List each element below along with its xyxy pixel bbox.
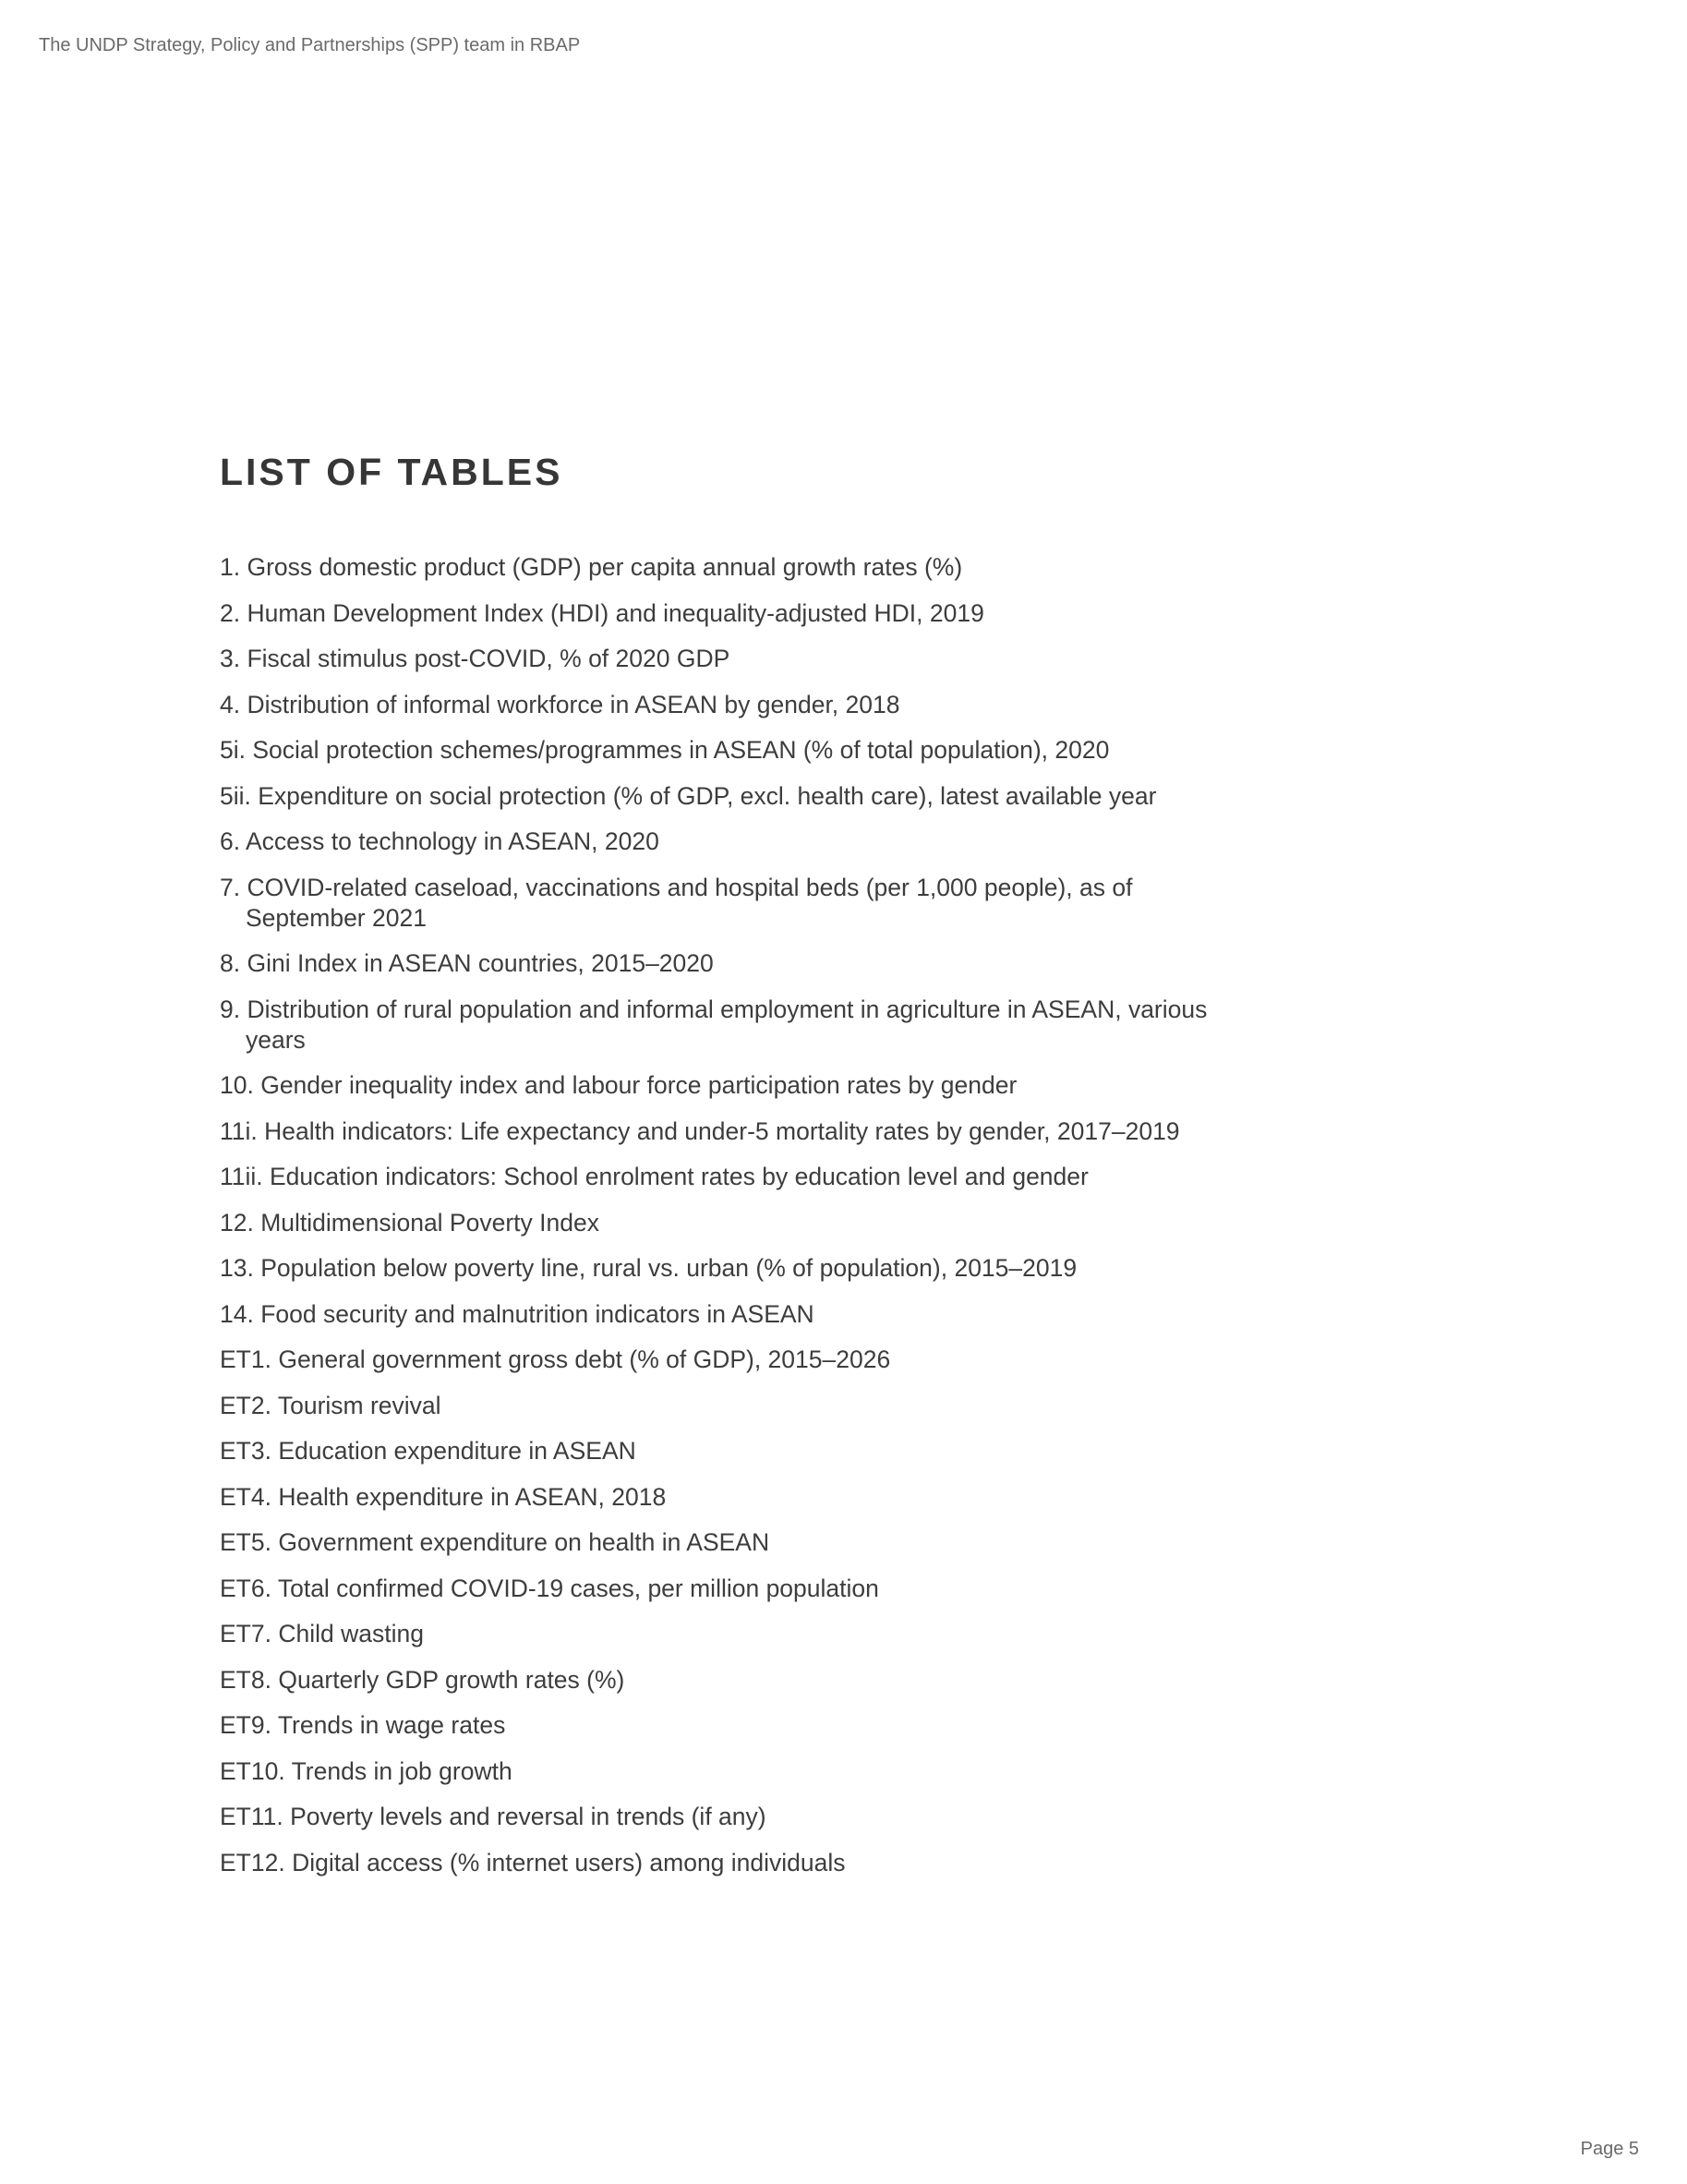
page-title: LIST OF TABLES — [220, 451, 563, 493]
list-item: 2. Human Development Index (HDI) and inequality-adjusted HDI, 2019 — [220, 598, 984, 627]
list-item: 1. Gross domestic product (GDP) per capita annual growth rates (%) — [220, 553, 963, 581]
running-header: The UNDP Strategy, Policy and Partnerships (SPP) team in RBAP — [39, 35, 581, 55]
list-item: 10. Gender inequality index and labour force participation rates by gender — [220, 1071, 1018, 1099]
list-item: 14. Food security and malnutrition indicators in ASEAN — [220, 1299, 814, 1328]
list-item: ET10. Trends in job growth — [220, 1756, 512, 1785]
list-item: 9. Distribution of rural population and informal employment in agriculture in ASEAN, various years — [220, 995, 1208, 1054]
list-item: 6. Access to technology in ASEAN, 2020 — [220, 827, 659, 855]
list-item: 3. Fiscal stimulus post-COVID, % of 2020 GDP — [220, 645, 730, 672]
list-item: ET7. Child wasting — [220, 1620, 424, 1647]
list-item: 13. Population below poverty line, rural vs. urban (% of population), 2015–2019 — [220, 1254, 1078, 1282]
list-of-tables — [220, 552, 1254, 1893]
list-item: ET6. Total confirmed COVID-19 cases, per million population — [220, 1574, 879, 1602]
list-item: 12. Multidimensional Poverty Index — [220, 1208, 599, 1237]
list-item: ET11. Poverty levels and reversal in trends (if any) — [220, 1803, 766, 1830]
list-item: 11i. Health indicators: Life expectancy and under-5 mortality rates by gender, 2017–2019 — [220, 1116, 1180, 1145]
list-item: ET9. Trends in wage rates — [220, 1711, 506, 1739]
list-item: 7. COVID-related caseload, vaccinations and hospital beds (per 1,000 people), as of September 2021 — [220, 873, 1133, 932]
list-item: 8. Gini Index in ASEAN countries, 2015–2020 — [220, 949, 714, 977]
list-item: 5i. Social protection schemes/programmes in ASEAN (% of total population), 2020 — [220, 736, 1110, 764]
list-item: ET3. Education expenditure in ASEAN — [220, 1437, 636, 1465]
page-number: Page 5 — [1580, 2139, 1639, 2159]
list-item: ET1. General government gross debt (% of GDP), 2015–2026 — [220, 1345, 891, 1373]
list-item: ET8. Quarterly GDP growth rates (%) — [220, 1665, 625, 1694]
list-item: 4. Distribution of informal workforce in ASEAN by gender, 2018 — [220, 690, 900, 718]
list-item: 5ii. Expenditure on social protection (% of GDP, excl. health care), latest available year — [220, 781, 1157, 810]
list-item: 11ii. Education indicators: School enrolment rates by education level and gender — [220, 1163, 1089, 1190]
list-item: ET12. Digital access (% internet users) among individuals — [220, 1848, 846, 1876]
list-item: ET2. Tourism revival — [220, 1391, 441, 1419]
list-item: ET5. Government expenditure on health in ASEAN — [220, 1528, 770, 1556]
list-item: ET4. Health expenditure in ASEAN, 2018 — [220, 1482, 667, 1511]
